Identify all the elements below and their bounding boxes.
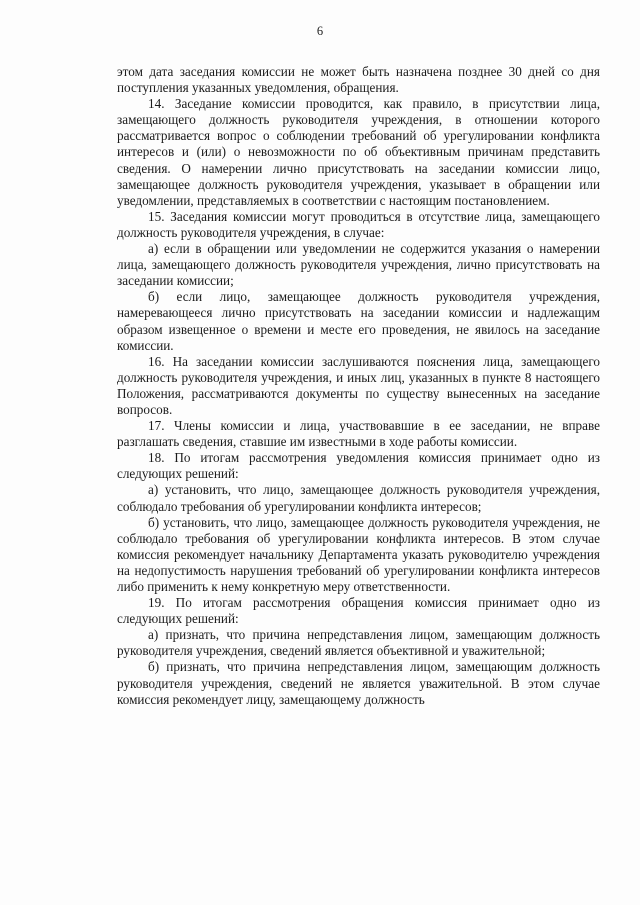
paragraph-continuation: этом дата заседания комиссии не может быть назначена позднее 30 дней со дня поступления указанных уведомления, обращения. — [117, 64, 600, 96]
paragraph-item-15: 15. Заседания комиссии могут проводиться в отсутствие лица, замещающего должность руководителя учреждения, в случае: — [117, 208, 600, 240]
paragraph-item-14: 14. Заседание комиссии проводится, как правило, в присутствии лица, замещающего должность руководителя учреждения, в отношении которого рассматривается вопрос о соблюдении требований об урегулировании конфликта интересов и (или) о невозможности по об объективным причинам представить сведения. О намерении лично присутствовать на заседании комиссии лицо, замещающее должность руководителя учреждения, указывает в обращении или уведомлении, представляемых в соответствии с настоящим постановлением. — [117, 96, 600, 208]
paragraph-item-19: 19. По итогам рассмотрения обращения комиссия принимает одно из следующих решений: — [117, 595, 600, 627]
page-number: 6 — [316, 24, 324, 38]
document-body — [117, 64, 600, 708]
paragraph-item-15b: б) если лицо, замещающее должность руководителя учреждения, намеревающееся лично присутствовать на заседании комиссии и надлежащим образом извещенное о времени и месте его проведения, не явилось на заседание комиссии. — [117, 289, 600, 353]
paragraph-item-18b: б) установить, что лицо, замещающее должность руководителя учреждения, не соблюдало требования об урегулировании конфликта интересов. В этом случае комиссия рекомендует начальнику Департамента указать руководителю учреждения на недопустимость нарушения требований об урегулировании конфликта интересов либо применить к нему конкретную меру ответственности. — [117, 514, 600, 594]
paragraph-item-19b: б) признать, что причина непредставления лицом, замещающим должность руководителя учреждения, сведений не является уважительной. В этом случае комиссия рекомендует лицу, замещающему должность — [117, 659, 600, 707]
paragraph-item-15a: а) если в обращении или уведомлении не содержится указания о намерении лица, замещающего должность руководителя учреждения, лично присутствовать на заседании комиссии; — [117, 241, 600, 289]
paragraph-item-18: 18. По итогам рассмотрения уведомления комиссия принимает одно из следующих решений: — [117, 450, 600, 482]
paragraph-item-19a: а) признать, что причина непредставления лицом, замещающим должность руководителя учреждения, сведений является объективной и уважительной; — [117, 627, 600, 659]
paragraph-item-17: 17. Члены комиссии и лица, участвовавшие в ее заседании, не вправе разглашать сведения, ставшие им известными в ходе работы комиссии. — [117, 418, 600, 450]
paragraph-item-18a: а) установить, что лицо, замещающее должность руководителя учреждения, соблюдало требования об урегулировании конфликта интересов; — [117, 482, 600, 514]
paragraph-item-16: 16. На заседании комиссии заслушиваются пояснения лица, замещающего должность руководителя учреждения, и иных лиц, указанных в пункте 8 настоящего Положения, рассматриваются документы по существу вынесенных на заседание вопросов. — [117, 353, 600, 417]
